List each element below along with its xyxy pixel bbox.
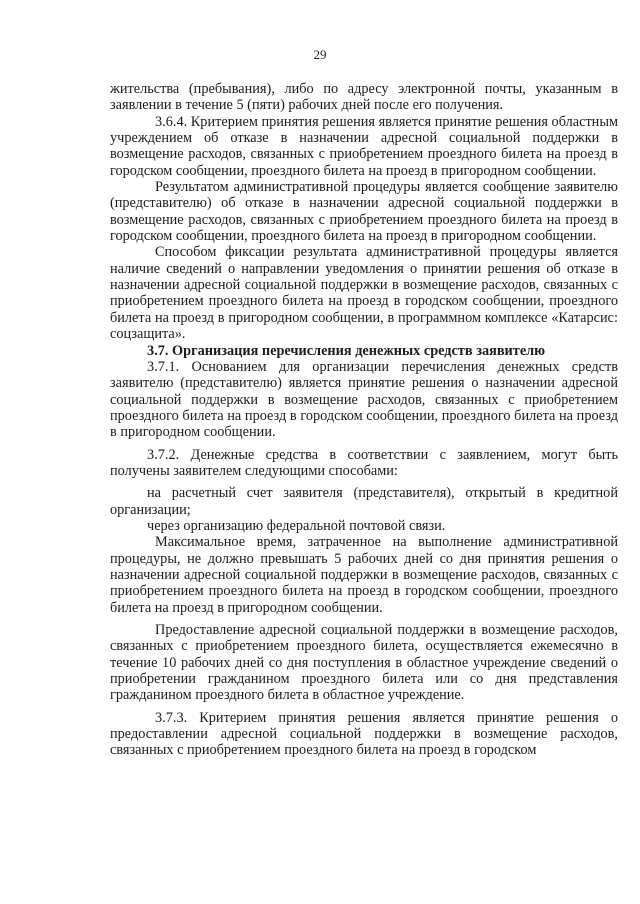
paragraph-3-7-2: 3.7.2. Денежные средства в соответствии с заявлением, могут быть получены заявителем следующими способами:: [110, 446, 618, 479]
paragraph-3-7-3: 3.7.3. Критерием принятия решения является принятие решения о предоставлении адресной социальной поддержки в возмещение расходов, связанных с приобретением проездного билета на проезд в городском: [110, 709, 618, 759]
document-body: [110, 81, 618, 759]
paragraph-max-time: Максимальное время, затраченное на выполнение административной процедуры, не должно превышать 5 рабочих дней со дня принятия решения о назначении адресной социальной поддержки в возмещение расходов, связанных с приобретением проездного билета на проезд в городском сообщении, проездного билета на проезд в пригородном сообщении.: [110, 534, 618, 616]
paragraph-result: Результатом административной процедуры является сообщение заявителю (представителю) об отказе в назначении адресной социальной поддержки в возмещение расходов, связанных с приобретением проездного билета на проезд в городском сообщении, проездного билета на проезд в пригородном сообщении.: [110, 179, 618, 245]
paragraph-3-7-1: 3.7.1. Основанием для организации перечисления денежных средств заявителю (представителю) является принятие решения о назначении адресной социальной поддержки в возмещение расходов, связанных с приобретением проездного билета на проезд в городском сообщении, проездного билета на проезд в пригородном сообщении.: [110, 358, 618, 441]
list-item-bank-account: на расчетный счет заявителя (представителя), открытый в кредитной организации;: [110, 485, 618, 518]
list-item-post: через организацию федеральной почтовой связи.: [147, 517, 446, 534]
section-heading-3-7: 3.7. Организация перечисления денежных средств заявителю: [147, 342, 546, 359]
paragraph-provision: Предоставление адресной социальной поддержки в возмещение расходов, связанных с приобретением проездного билета, осуществляется ежемесячно в течение 10 рабочих дней со дня поступления в областное учреждение сведений о приобретении гражданином проездного билета или со дня представления гражданином проездного билета в областное учреждение.: [110, 622, 618, 704]
paragraph-3-6-4: 3.6.4. Критерием принятия решения является принятие решения областным учреждением об отказе в назначении адресной социальной поддержки в возмещение расходов, связанных с приобретением проездного билета на проезд в городском сообщении, проездного билета на проезд в пригородном сообщении.: [110, 113, 618, 179]
page-number: 29: [313, 47, 327, 62]
paragraph-fixation: Способом фиксации результата административной процедуры является наличие сведений о направлении уведомления о принятии решения об отказе в назначении адресной социальной поддержки в возмещение расходов, связанных с приобретением проездного билета на проезд в городском сообщении, проездного билета на проезд в пригородном сообщении, в программном комплексе «Катарсис: соцзащита».: [110, 244, 618, 343]
paragraph-continuation: жительства (пребывания), либо по адресу электронной почты, указанным в заявлении в течение 5 (пяти) рабочих дней после его получения.: [110, 81, 618, 114]
